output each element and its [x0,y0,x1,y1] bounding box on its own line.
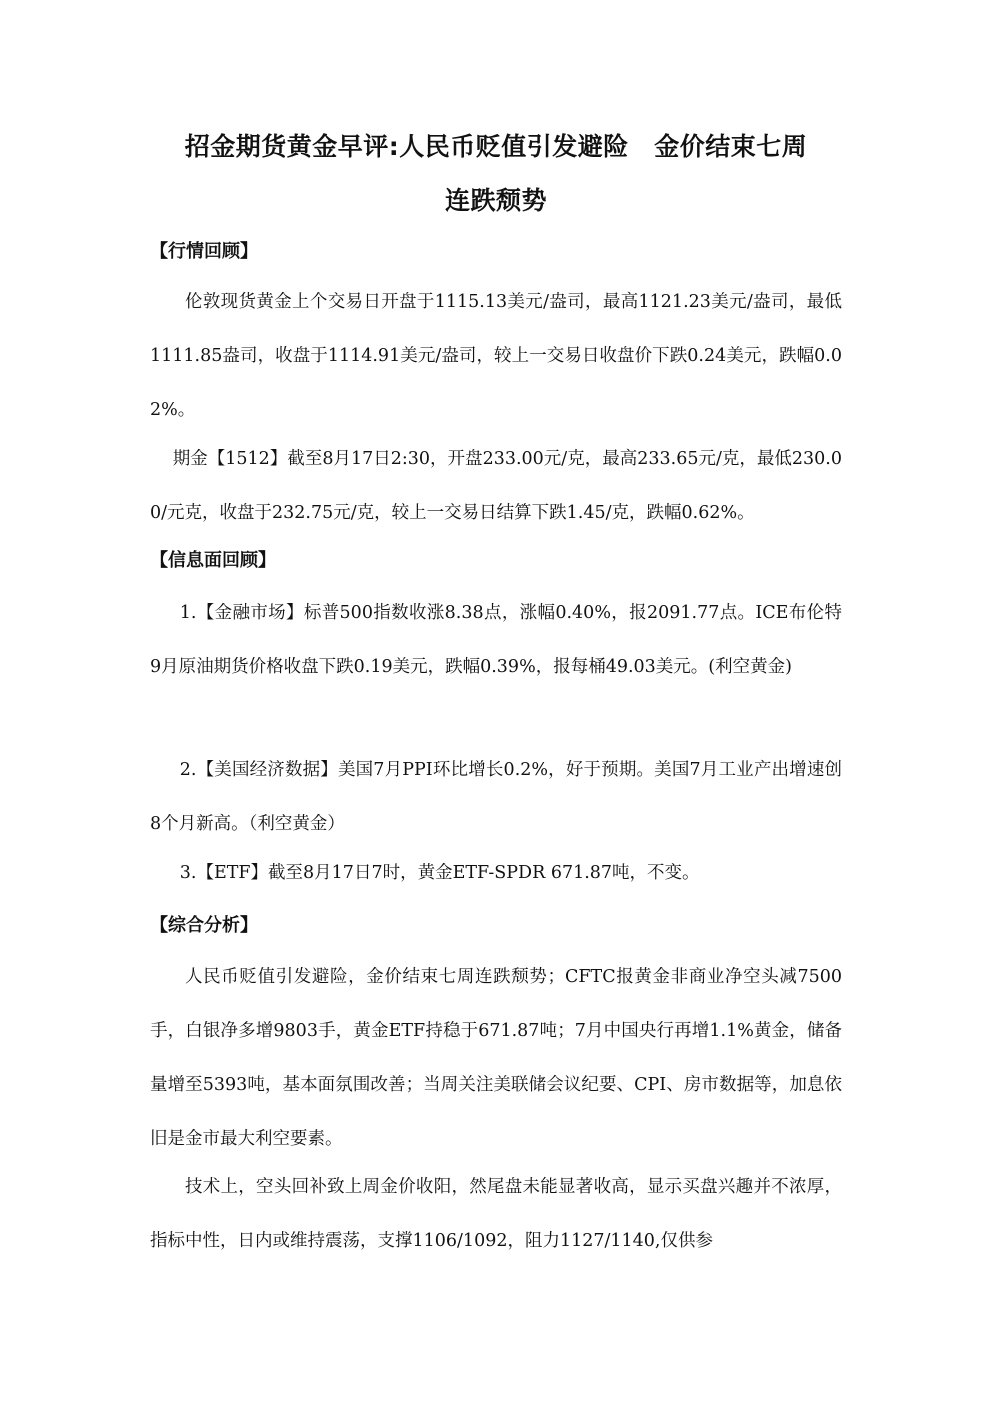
paragraph-technical: 技术上，空头回补致上周金价收阳，然尾盘未能显著收高，显示买盘兴趣并不浓厚，指标中性，日内或维持震荡，支撑1106/1092，阻力1127/1140,仅供参 [150,1177,842,1251]
paragraph-london-gold: 伦敦现货黄金上个交易日开盘于1115.13美元/盎司，最高1121.23美元/盎司，最低1111.85盎司，收盘于1114.91美元/盎司，较上一交易日收盘价下跌0.24美元，跌幅0.02%。 [150,292,842,420]
section-heading-market-review: 【行情回顾】 [150,241,258,262]
document-title-line-2: 连跌颓势 [444,186,547,215]
list-item-financial-market: 1.【金融市场】标普500指数收涨8.38点，涨幅0.40%，报2091.77点。ICE布伦特9月原油期货价格收盘下跌0.19美元，跌幅0.39%，报每桶49.03美元。(利空黄金) [150,603,842,677]
document-title-line-1: 招金期货黄金早评:人民币贬值引发避险 金价结束七周 [184,132,808,161]
list-item-us-economic-data: 2.【美国经济数据】美国7月PPI环比增长0.2%，好于预期。美国7月工业产出增速创8个月新高。（利空黄金） [150,760,842,834]
list-item-etf: 3.【ETF】截至8月17日7时，黄金ETF-SPDR 671.87吨，不变。 [179,863,700,883]
section-heading-analysis: 【综合分析】 [150,915,258,936]
paragraph-analysis: 人民币贬值引发避险，金价结束七周连跌颓势；CFTC报黄金非商业净空头减7500手，白银净多增9803手，黄金ETF持稳于671.87吨；7月中国央行再增1.1%黄金，储备量增至5393吨，基本面氛围改善；当周关注美联储会议纪要、CPI、房市数据等，加息依旧是金市最大利空要素。 [150,967,842,1149]
paragraph-futures-1512: 期金【1512】截至8月17日2:30，开盘233.00元/克，最高233.65元/克，最低230.00/元克，收盘于232.75元/克，较上一交易日结算下跌1.45/克，跌幅0.62%。 [150,449,842,523]
section-heading-news-review: 【信息面回顾】 [150,550,276,571]
